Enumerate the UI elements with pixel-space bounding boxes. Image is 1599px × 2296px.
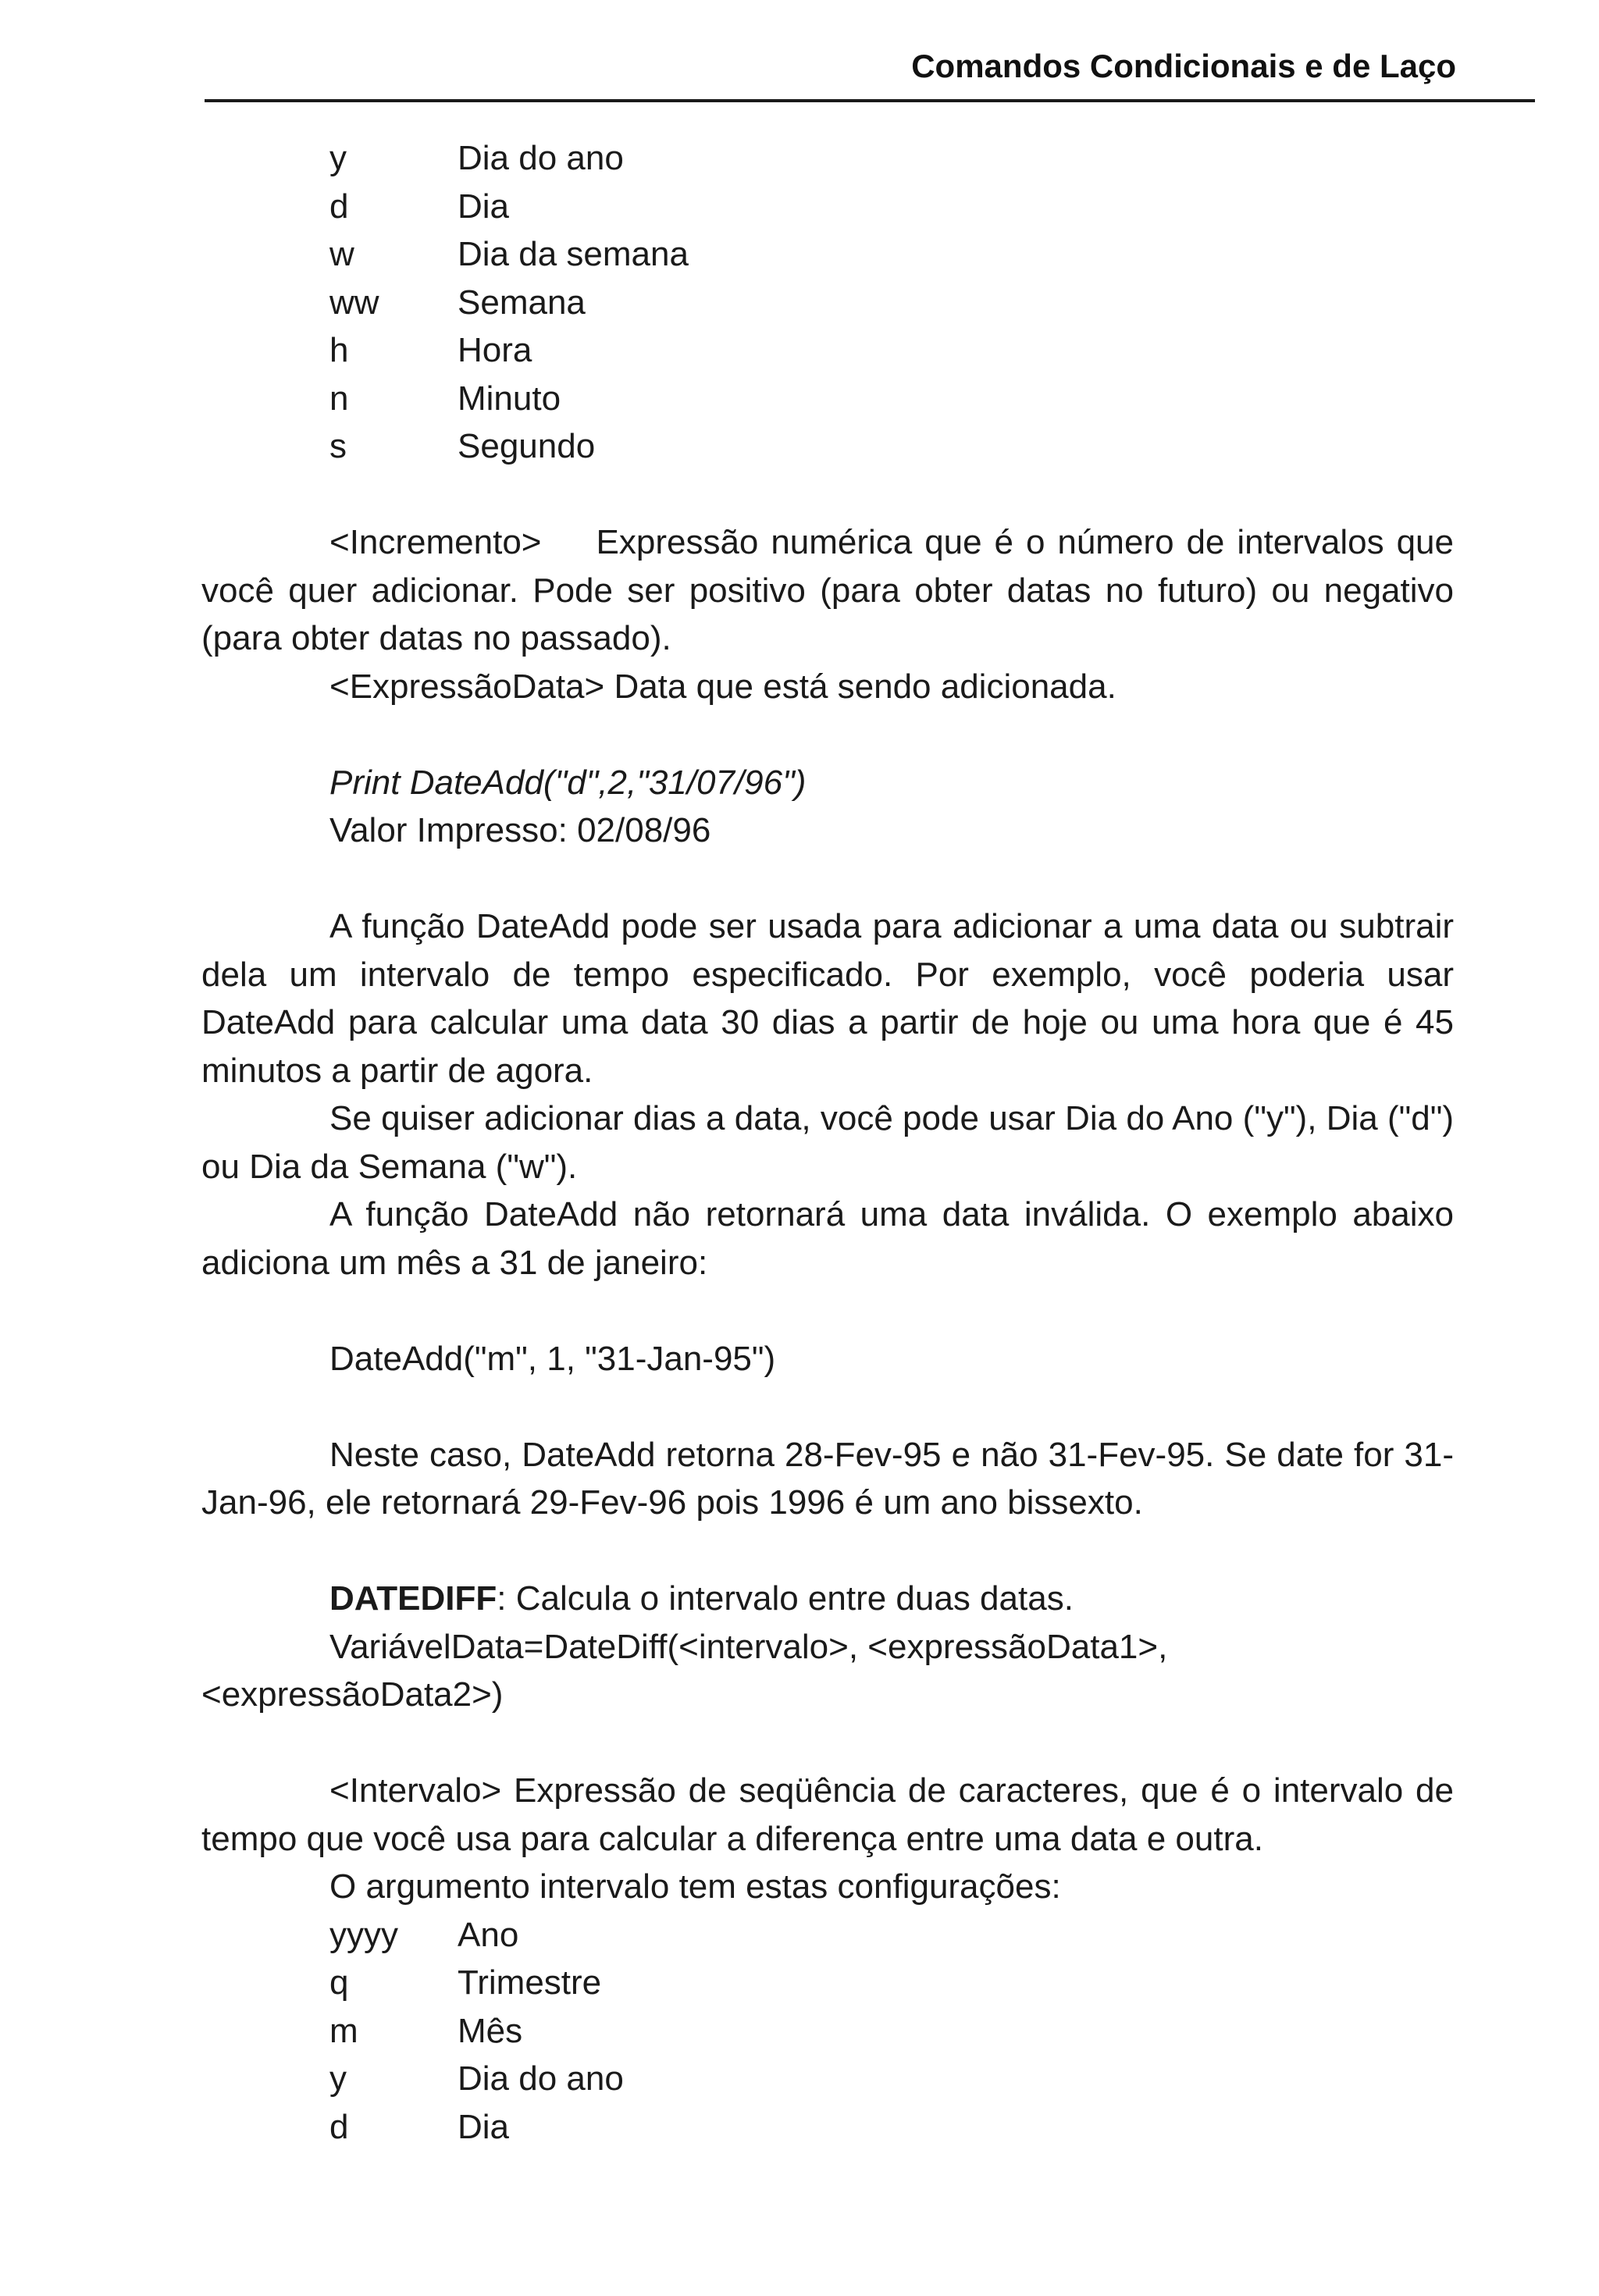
interval-code: d: [329, 187, 349, 226]
dateadd-description-paragraph: A função DateAdd pode ser usada para adicionar a uma data ou subtrair dela um intervalo de tempo especificado. Por exemplo, você poderia usar DateAdd para calcular uma data 30 dias a partir de hoje ou uma hora que é 45 minutos a partir de agora.: [201, 907, 1454, 1090]
interval-description: Minuto: [458, 379, 561, 418]
list-item: [201, 326, 1454, 375]
interval-description: Dia do ano: [458, 2059, 624, 2098]
interval-list-dateadd: [201, 134, 1454, 471]
datediff-syntax-line1: VariávelData=DateDiff(<intervalo>, <expressãoData1>,: [329, 1627, 1168, 1666]
interval-code: m: [329, 2011, 358, 2050]
datediff-syntax-line2: <expressãoData2>): [201, 1675, 504, 1714]
interval-code: d: [329, 2107, 349, 2146]
list-item: [201, 134, 1454, 183]
list-item: [201, 1959, 1454, 2007]
interval-description: Trimestre: [458, 1963, 602, 2002]
interval-code: yyyy: [329, 1915, 398, 1954]
list-item: [201, 279, 1454, 327]
header-rule: [205, 99, 1535, 102]
interval-code: ww: [329, 283, 379, 322]
incremento-paragraph: [201, 518, 1454, 663]
interval-code: y: [329, 139, 347, 177]
interval-code: q: [329, 1963, 349, 2002]
interval-description: Mês: [458, 2011, 523, 2050]
list-item: [201, 1911, 1454, 1960]
interval-description: Semana: [458, 283, 586, 322]
list-item: [201, 2103, 1454, 2152]
interval-code: s: [329, 427, 347, 465]
page-content: [201, 134, 1454, 2151]
dateadd-invalid-paragraph: A função DateAdd não retornará uma data inválida. O exemplo abaixo adiciona um mês a 31 de janeiro:: [201, 1195, 1454, 1282]
interval-description: Dia do ano: [458, 139, 624, 177]
list-item: [201, 230, 1454, 279]
interval-code: y: [329, 2059, 347, 2098]
intervalo-paragraph: <Intervalo> Expressão de seqüência de caracteres, que é o intervalo de tempo que você usa para calcular a diferença entre uma data e outra.: [201, 1771, 1454, 1858]
interval-code: n: [329, 379, 349, 418]
interval-list-datediff: [201, 1911, 1454, 2152]
list-item: [201, 2007, 1454, 2056]
dateadd-leap-year-paragraph: Neste caso, DateAdd retorna 28-Fev-95 e não 31-Fev-95. Se date for 31-Jan-96, ele retornará 29-Fev-96 pois 1996 é um ano bissexto.: [201, 1435, 1454, 1522]
page-header-title: Comandos Condicionais e de Laço: [911, 48, 1456, 84]
list-item: [201, 2055, 1454, 2103]
interval-description: Dia: [458, 2107, 510, 2146]
interval-description: Dia da semana: [458, 235, 689, 273]
interval-description: Ano: [458, 1915, 519, 1954]
dateadd-days-paragraph: Se quiser adicionar dias a data, você pode usar Dia do Ano ("y"), Dia ("d") ou Dia da Semana ("w").: [201, 1099, 1454, 1186]
interval-description: Dia: [458, 187, 510, 226]
example-code: Print DateAdd("d",2,"31/07/96"): [329, 763, 807, 802]
datediff-heading: [201, 1575, 1454, 1623]
interval-description: Segundo: [458, 427, 596, 465]
incremento-term: <Incremento>: [329, 523, 542, 561]
list-item: [201, 422, 1454, 471]
interval-description: Hora: [458, 331, 532, 369]
datediff-term: DATEDIFF: [329, 1579, 497, 1618]
example-result: Valor Impresso: 02/08/96: [329, 811, 711, 849]
datediff-description: : Calcula o intervalo entre duas datas.: [497, 1579, 1074, 1618]
incremento-text: Expressão numérica que é o número de intervalos que você quer adicionar. Pode ser positivo (para obter datas no futuro) ou negativo (para obter datas no passado).: [201, 523, 1454, 657]
list-item: [201, 375, 1454, 423]
interval-code: w: [329, 235, 354, 273]
dateadd-code-example: DateAdd("m", 1, "31-Jan-95"): [329, 1339, 776, 1378]
interval-code: h: [329, 331, 349, 369]
argumento-line: O argumento intervalo tem estas configurações:: [329, 1867, 1061, 1906]
list-item: [201, 183, 1454, 231]
expressao-data-paragraph: <ExpressãoData> Data que está sendo adicionada.: [329, 667, 1116, 706]
